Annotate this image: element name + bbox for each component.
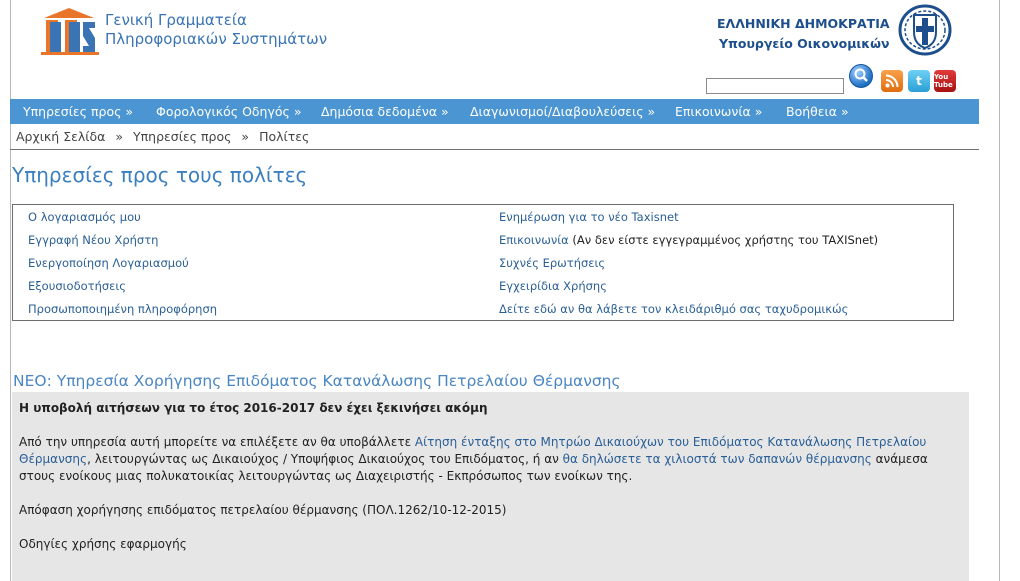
gov-line-1: ΕΛΛΗΝΙΚΗ ΔΗΜΟΚΡΑΤΙΑ — [717, 16, 890, 31]
link-manuals[interactable]: Εγχειρίδια Χρήσης — [499, 279, 607, 293]
link-faq[interactable]: Συχνές Ερωτήσεις — [499, 256, 606, 270]
search-icon — [850, 65, 872, 87]
link-contact[interactable]: Επικοινωνία — [499, 233, 569, 247]
breadcrumb-services[interactable]: Υπηρεσίες προς — [133, 129, 232, 144]
gov-line-2: Υπουργείο Οικονομικών — [718, 36, 890, 51]
news-notice: Η υποβολή αιτήσεων για το έτος 2016-2017 δεν έχει ξεκινήσει ακόμη — [19, 401, 488, 415]
nav-item-contact[interactable]: Επικοινωνία » — [675, 104, 763, 119]
main-nav — [10, 99, 979, 124]
breadcrumb-separator: » — [241, 129, 250, 144]
page-title: Υπηρεσίες προς τους πολίτες — [12, 163, 308, 187]
logo-line-1: Γενική Γραμματεία — [105, 11, 247, 29]
logo-line-2: Πληροφοριακών Συστημάτων — [105, 30, 328, 48]
news-desc-part-3: ανάμεσα στους ενοίκους μιας πολυκατοικίας λειτουργώντας ως Διαχειριστής - Εκπρόσωπος των ενοίκων της. — [19, 452, 928, 483]
youtube-glyph: You Tube — [934, 73, 953, 89]
ministry-label — [717, 14, 890, 54]
nav-item-tax-guide[interactable]: Φορολογικός Οδηγός » — [156, 104, 302, 119]
breadcrumb-home[interactable]: Αρχική Σελίδα — [16, 129, 106, 144]
breadcrumb-current: Πολίτες — [259, 129, 310, 144]
services-links-box — [12, 204, 954, 321]
rss-icon[interactable] — [881, 70, 903, 92]
nav-item-public-data[interactable]: Δημόσια δεδομένα » — [321, 104, 449, 119]
nav-item-tenders[interactable]: Διαγωνισμοί/Διαβουλεύσεις » — [470, 104, 656, 119]
link-my-account[interactable]: Ο λογαριασμός μου — [28, 210, 141, 224]
link-new-taxisnet[interactable]: Ενημέρωση για το νέο Taxisnet — [499, 210, 679, 224]
twitter-glyph: t — [916, 74, 922, 88]
gsis-logo[interactable] — [41, 4, 327, 56]
news-title[interactable]: ΝΕΟ: Υπηρεσία Χορήγησης Επιδόματος Κατανάλωσης Πετρελαίου Θέρμανσης — [13, 372, 621, 390]
rss-glyph — [885, 74, 899, 88]
link-activate-account[interactable]: Ενεργοποίηση Λογαριασμού — [28, 256, 189, 270]
breadcrumb-divider — [10, 149, 979, 150]
link-usage-instructions[interactable]: Οδηγίες χρήσης εφαρμογής — [19, 537, 187, 551]
breadcrumb-separator: » — [115, 129, 124, 144]
news-desc-part-2: , λειτουργώντας ως Δικαιούχος / Υποψήφιος Δικαιούχος του Επιδόματος, ή αν — [87, 452, 563, 466]
nav-item-services[interactable]: Υπηρεσίες προς » — [23, 104, 134, 119]
news-panel — [12, 392, 969, 581]
twitter-icon[interactable] — [908, 70, 930, 92]
contact-line — [499, 233, 878, 247]
search-input[interactable] — [706, 78, 844, 94]
link-heating-oil-application[interactable]: Αίτηση ένταξης στο Μητρώο Δικαιούχων του Επιδόματος Κατανάλωσης Πετρελαίου Θέρμανσης — [19, 435, 927, 466]
link-heating-costs-declaration[interactable]: θα δηλώσετε τα χιλιοστά των δαπανών θέρμανσης — [562, 452, 872, 466]
link-subsidy-decision[interactable]: Απόφαση χορήγησης επιδόματος πετρελαίου θέρμανσης (ΠΟΛ.1262/10-12-2015) — [19, 503, 507, 517]
link-authorizations[interactable]: Εξουσιοδοτήσεις — [28, 279, 127, 293]
search-button[interactable] — [849, 64, 873, 88]
breadcrumb — [16, 129, 309, 144]
youtube-icon[interactable] — [934, 70, 956, 92]
logo-text — [105, 11, 327, 49]
greek-coat-of-arms-icon — [897, 2, 953, 56]
link-postal-password[interactable]: Δείτε εδώ αν θα λάβετε τον κλειδάριθμό σας ταχυδρομικώς — [499, 302, 849, 316]
link-register[interactable]: Εγγραφή Νέου Χρήστη — [28, 233, 159, 247]
nav-item-help[interactable]: Βοήθεια » — [786, 104, 849, 119]
link-personalized-info[interactable]: Προσωποποιημένη πληροφόρηση — [28, 302, 218, 316]
news-description — [19, 434, 959, 485]
gsis-logo-icon — [41, 4, 99, 56]
news-desc-part-1: Από την υπηρεσία αυτή μπορείτε να επιλέξετε αν θα υποβάλλετε — [19, 435, 415, 449]
contact-note: (Αν δεν είστε εγγεγραμμένος χρήστης του TAXISnet) — [568, 233, 879, 247]
